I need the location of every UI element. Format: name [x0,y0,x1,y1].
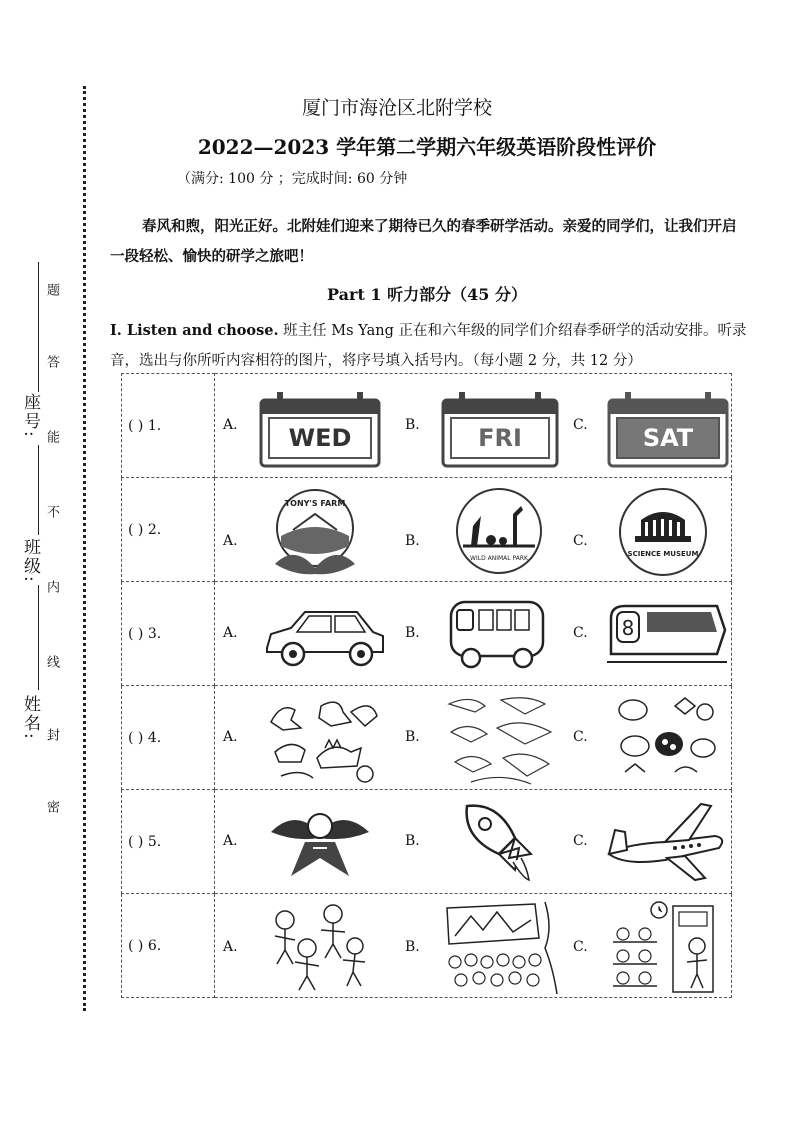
margin-text-bu: 不 [44,505,59,518]
option-a-label: A. [223,833,238,849]
section-instructions [110,316,755,376]
part-title: Part 1 听力部分（45 分） [327,285,527,304]
class-label: 班级: [20,538,40,584]
airplane-icon[interactable] [605,800,729,884]
farm-logo-text: TONY'S FARM [284,499,346,508]
answer-blank[interactable]: ( ) 1. [122,374,215,478]
answer-blank[interactable]: ( ) 5. [122,790,215,894]
margin-text-da: 答 [44,355,59,368]
answer-blank[interactable]: ( ) 3. [122,582,215,686]
farm-logo-icon[interactable] [265,484,365,578]
animal-park-logo-icon[interactable] [451,486,547,576]
science-museum-logo-icon[interactable] [613,486,713,578]
option-b-label: B. [405,833,420,849]
option-a-label: A. [223,625,238,641]
instruction-text: 班主任 Ms Yang 正在和六年级的同学们介绍春季研学的活动安排。听录音，选出与你所听内容相符的图片，将序号填入括号内。（每小题 2 分，共 12 分） [110,323,747,369]
answer-blank[interactable]: ( ) 2. [122,478,215,582]
calendar-label: WED [288,424,352,452]
train-icon[interactable] [607,600,727,670]
option-b-label: B. [405,533,420,549]
name-line[interactable] [38,585,39,690]
birds-icon[interactable] [441,692,561,788]
question-row [122,686,732,790]
option-c-label: C. [573,729,588,745]
science-museum-logo-text: SCIENCE MUSEUM [627,550,699,558]
svg-text:8: 8 [621,616,635,640]
name-label: 姓名: [20,695,40,741]
cinema-audience-icon[interactable] [441,898,559,996]
school-name: 厦门市海沧区北附学校 [301,97,492,119]
rocket-icon[interactable] [459,798,535,884]
margin-text-feng: 封 [44,728,59,741]
exam-title: 2022—2023 学年第二学期六年级英语阶段性评价 [197,135,657,159]
seat-number-label: 座号: [20,393,40,439]
margin-text-xian: 线 [44,655,59,668]
bus-icon[interactable] [445,596,549,670]
option-c-label: C. [573,625,588,641]
calendar-label: SAT [642,424,694,452]
margin-text-neng: 能 [44,430,59,443]
animal-park-logo-text: WILD ANIMAL PARK [470,555,528,562]
question-table [121,373,732,998]
calendar-wed-icon[interactable] [259,390,381,468]
calendar-fri-icon[interactable] [441,390,559,468]
answer-blank[interactable]: ( ) 4. [122,686,215,790]
margin-text-ti: 题 [44,283,59,296]
option-c-label: C. [573,939,588,955]
option-c-label: C. [573,417,588,433]
kite-icon[interactable] [265,802,375,884]
option-b-label: B. [405,939,420,955]
insects-icon[interactable] [605,692,725,786]
option-a-label: A. [223,417,238,433]
dinosaurs-icon[interactable] [261,692,385,786]
exam-subtitle: （满分: 100 分 ；完成时间: 60 分钟 [177,171,408,187]
option-b-label: B. [405,729,420,745]
classroom-icon[interactable] [607,898,725,994]
option-b-label: B. [405,625,420,641]
margin-text-nei: 内 [44,580,59,593]
question-row [122,790,732,894]
calendar-label: FRI [478,424,522,452]
calendar-sat-icon[interactable] [607,390,729,468]
option-a-label: A. [223,729,238,745]
class-line[interactable] [38,445,39,535]
answer-blank[interactable]: ( ) 6. [122,894,215,998]
instruction-heading: I. Listen and choose. [110,322,279,339]
question-row [122,374,732,478]
question-row [122,894,732,998]
option-a-label: A. [223,939,238,955]
binding-dotted-line [83,86,86,1011]
kids-playing-icon[interactable] [263,900,373,994]
car-icon[interactable] [261,604,389,670]
intro-paragraph: 春风和煦，阳光正好。北附娃们迎来了期待已久的春季研学活动。亲爱的同学们，让我们开启一段轻松、愉快的研学之旅吧！ [110,218,737,265]
option-b-label: B. [405,417,420,433]
question-row [122,582,732,686]
margin-text-mi: 密 [44,800,59,813]
option-a-label: A. [223,533,238,549]
option-c-label: C. [573,833,588,849]
question-row [122,478,732,582]
option-c-label: C. [573,533,588,549]
